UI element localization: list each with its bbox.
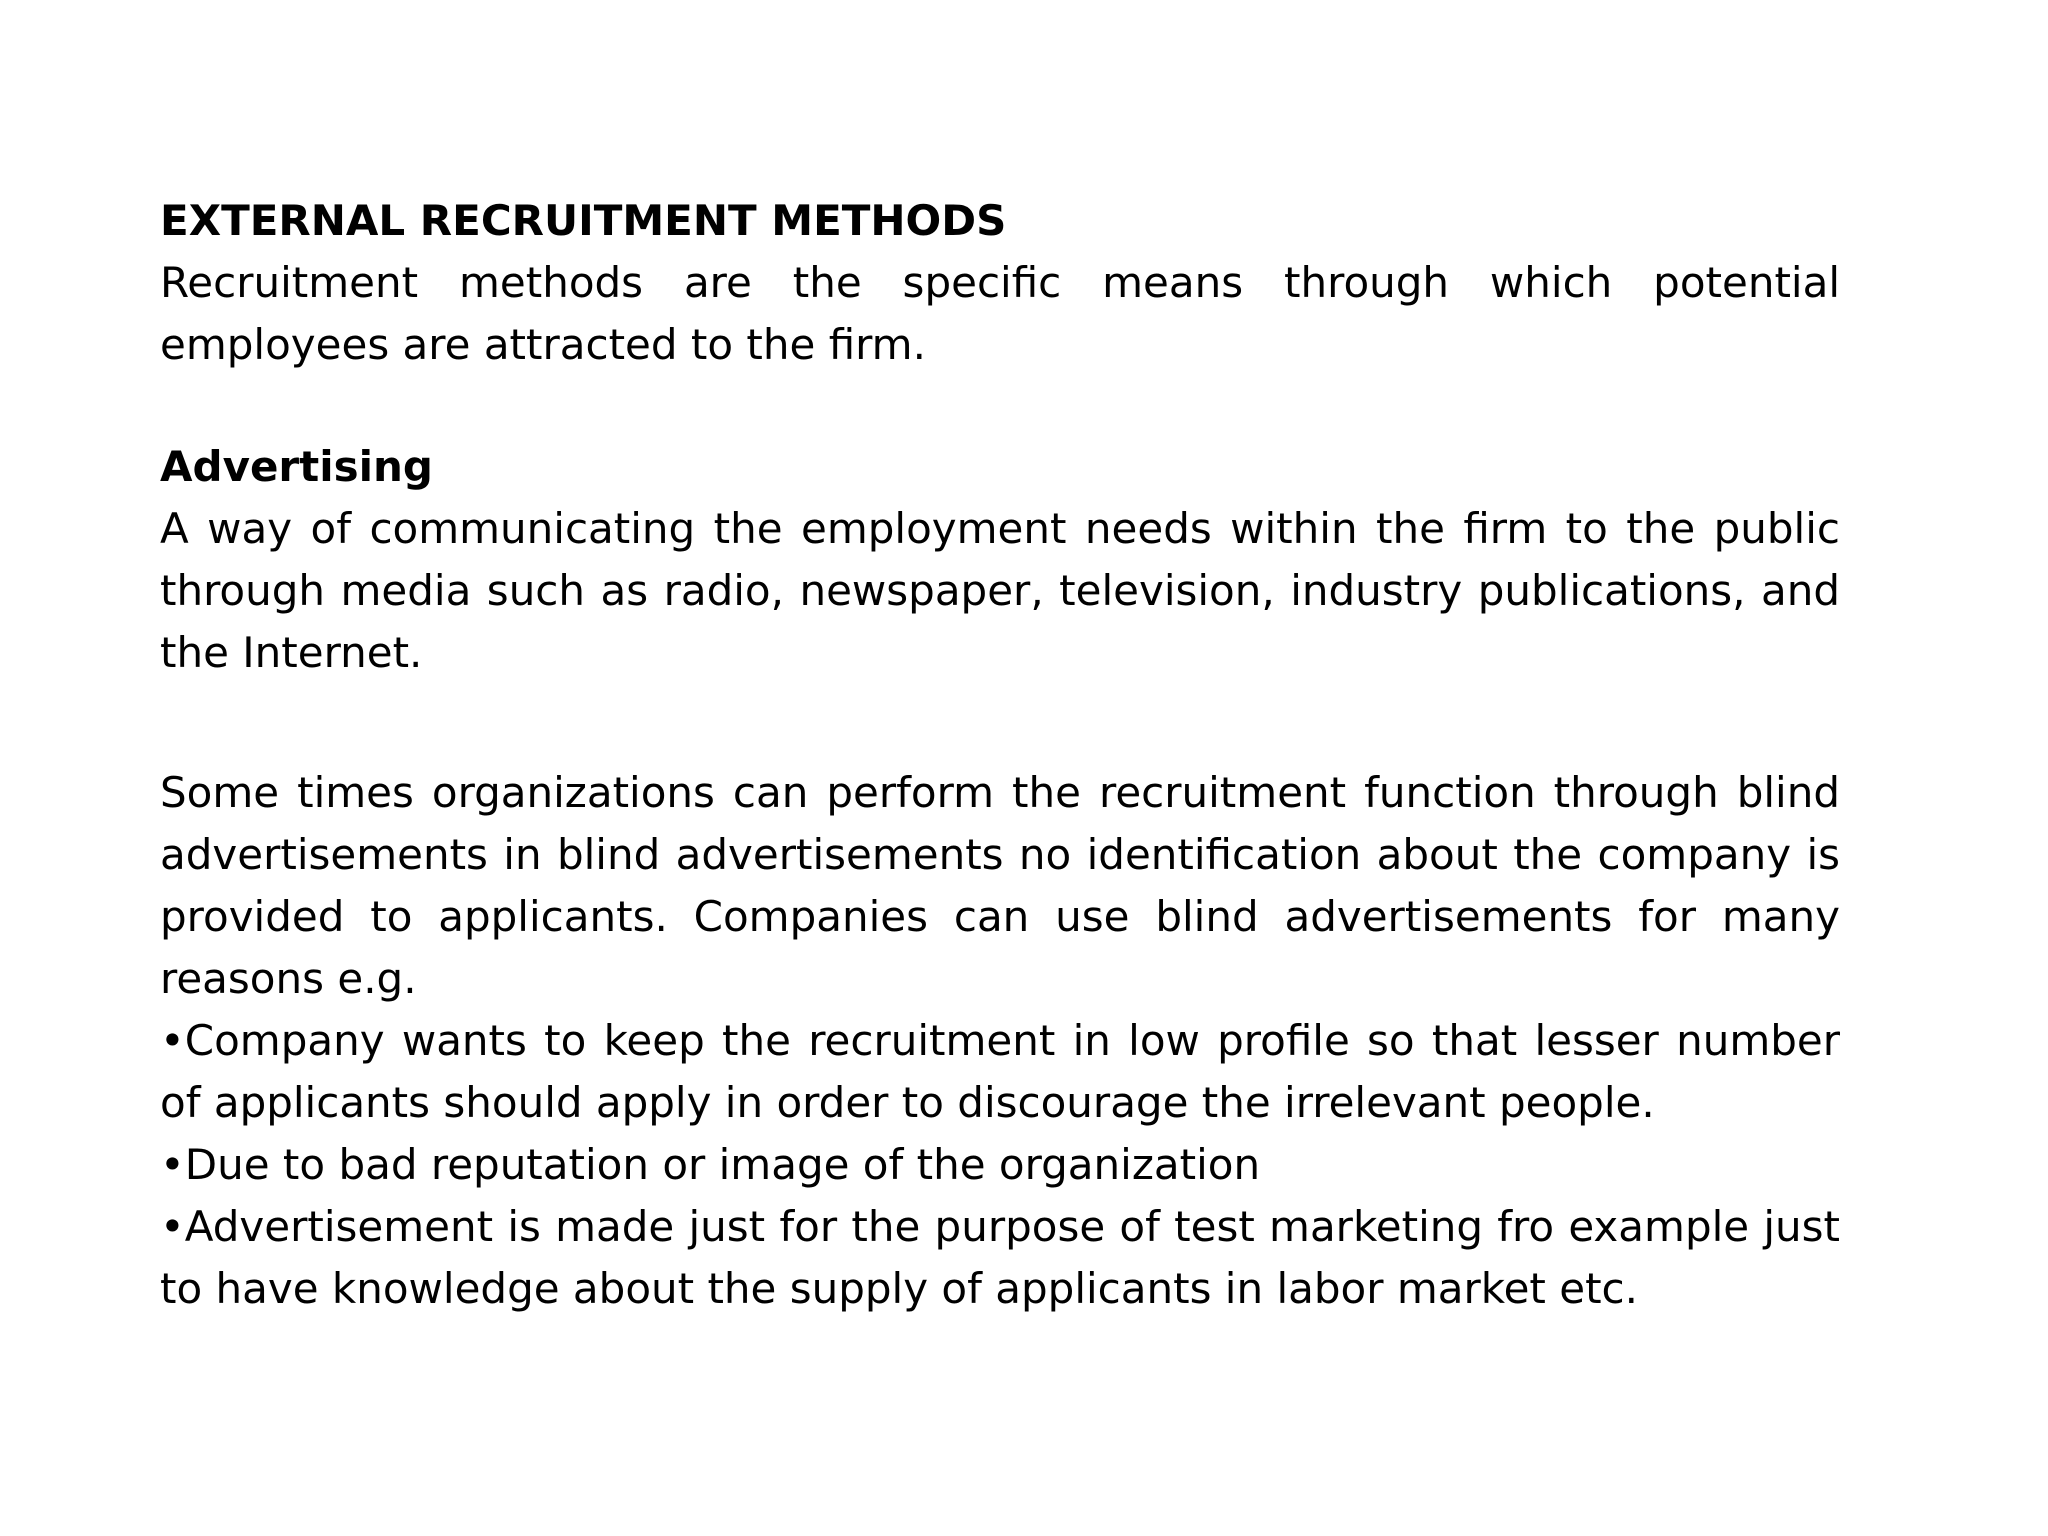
spacer: [160, 376, 1840, 436]
definition-paragraph: Recruitment methods are the specific means through which potential employees are attracted to the firm.: [160, 258, 1840, 369]
blind-advertisements-paragraph: Some times organizations can perform the recruitment function through blind advertisements in blind advertisements no identification about the company is provided to applicants. Companies can use blind advertisements for many reasons e.g.: [160, 768, 1840, 1003]
bullet-item: •Advertisement is made just for the purpose of test marketing fro example just to have knowledge about the supply of applicants in labor market etc.: [160, 1202, 1840, 1313]
slide-content: [160, 190, 1840, 1320]
bullet-item: •Company wants to keep the recruitment in low profile so that lesser number of applicants should apply in order to discourage the irrelevant people.: [160, 1016, 1840, 1127]
section-heading-external-recruitment: EXTERNAL RECRUITMENT METHODS: [160, 196, 1007, 245]
advertising-paragraph: A way of communicating the employment needs within the firm to the public through media such as radio, newspaper, television, industry publications, and the Internet.: [160, 504, 1840, 677]
bullet-item: •Due to bad reputation or image of the organization: [160, 1140, 1261, 1189]
spacer: [160, 684, 1840, 762]
section-heading-advertising: Advertising: [160, 442, 433, 491]
